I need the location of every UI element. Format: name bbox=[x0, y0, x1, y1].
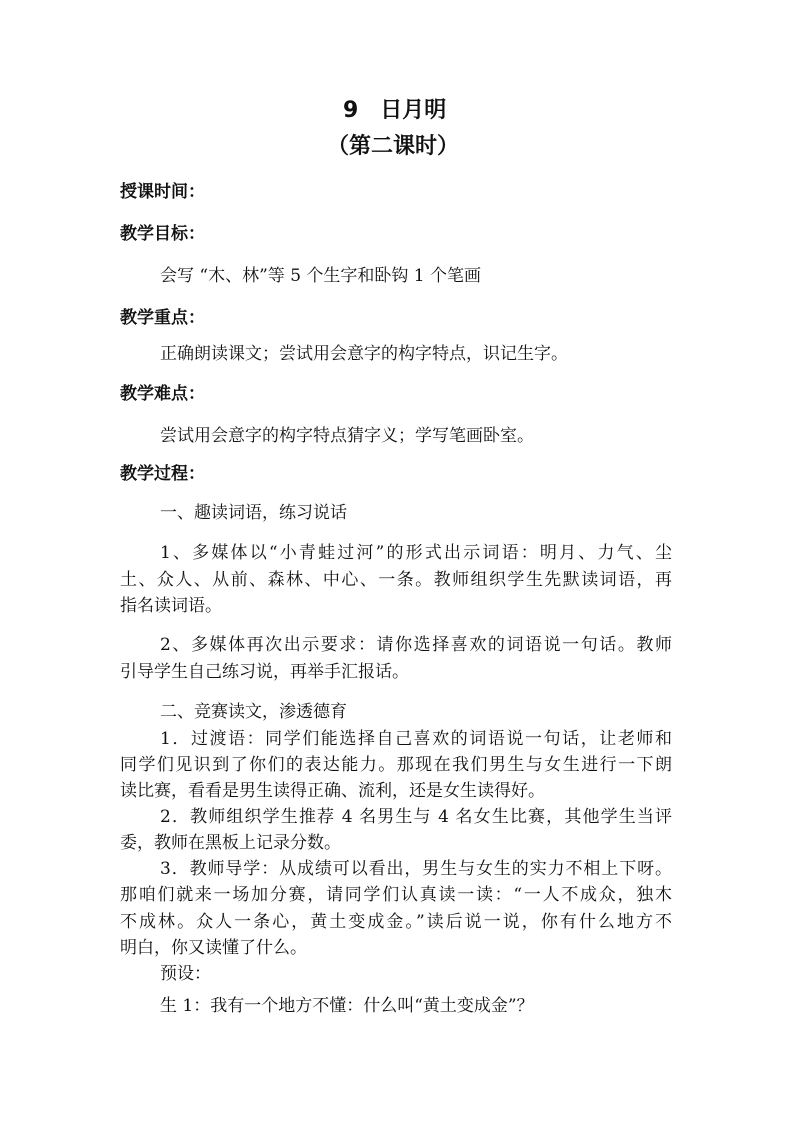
section2-heading: 二、竞赛读文，渗透德育 bbox=[160, 702, 347, 722]
section2-p2-line1: 2．教师组织学生推荐 4 名男生与 4 名女生比赛，其他学生当评 bbox=[160, 807, 672, 827]
lesson-subtitle: （第二课时） bbox=[327, 134, 460, 159]
section1-heading: 一、趣读词语，练习说话 bbox=[160, 503, 347, 523]
lesson-title: 9 日月明 bbox=[343, 98, 447, 123]
difficulty-text: 尝试用会意字的构字特点猜字义；学写笔画卧室。 bbox=[160, 426, 534, 446]
label-time: 授课时间： bbox=[120, 182, 205, 202]
section1-p2-line2: 引导学生自己练习说，再举手汇报话。 bbox=[120, 662, 409, 682]
section2-p1-line3: 读比赛，看看是男生读得正确、流利，还是女生读得好。 bbox=[120, 781, 545, 801]
preset-label: 预设： bbox=[160, 964, 211, 984]
label-goals: 教学目标： bbox=[120, 224, 205, 244]
section2-p3-line2: 那咱们就来一场加分赛，请同学们认真读一读：“一人不成众，独木 bbox=[120, 885, 672, 905]
section2-p2-line2: 委，教师在黑板上记录分数。 bbox=[120, 833, 341, 853]
goals-text: 会写 “木、林”等 5 个生字和卧钩 1 个笔画 bbox=[160, 266, 482, 286]
label-focus: 教学重点： bbox=[120, 308, 205, 328]
focus-text: 正确朗读课文；尝试用会意字的构字特点，识记生字。 bbox=[160, 344, 568, 364]
student1-question: 生 1：我有一个地方不懂：什么叫“黄土变成金”？ bbox=[160, 996, 534, 1016]
section2-p3-line3: 不成林。众人一条心，黄土变成金。”读后说一说，你有什么地方不 bbox=[120, 912, 672, 932]
section1-p1-line1: 1、多媒体以“小青蛙过河”的形式出示词语：明月、力气、尘 bbox=[160, 543, 672, 563]
section2-p3-line1: 3．教师导学：从成绩可以看出，男生与女生的实力不相上下呀。 bbox=[160, 859, 672, 879]
section2-p1-line2: 同学们见识到了你们的表达能力。那现在我们男生与女生进行一下朗 bbox=[120, 755, 672, 775]
label-process: 教学过程： bbox=[120, 464, 205, 484]
label-difficulty: 教学难点： bbox=[120, 384, 205, 404]
section1-p1-line2: 土、众人、从前、森林、中心、一条。教师组织学生先默读词语，再 bbox=[120, 570, 672, 590]
section2-p3-line4: 明白，你又读懂了什么。 bbox=[120, 938, 307, 958]
section1-p1-line3: 指名读词语。 bbox=[120, 596, 222, 616]
section2-p1-line1: 1．过渡语：同学们能选择自己喜欢的词语说一句话，让老师和 bbox=[160, 729, 672, 749]
section1-p2-line1: 2、多媒体再次出示要求：请你选择喜欢的词语说一句话。教师 bbox=[160, 635, 672, 655]
